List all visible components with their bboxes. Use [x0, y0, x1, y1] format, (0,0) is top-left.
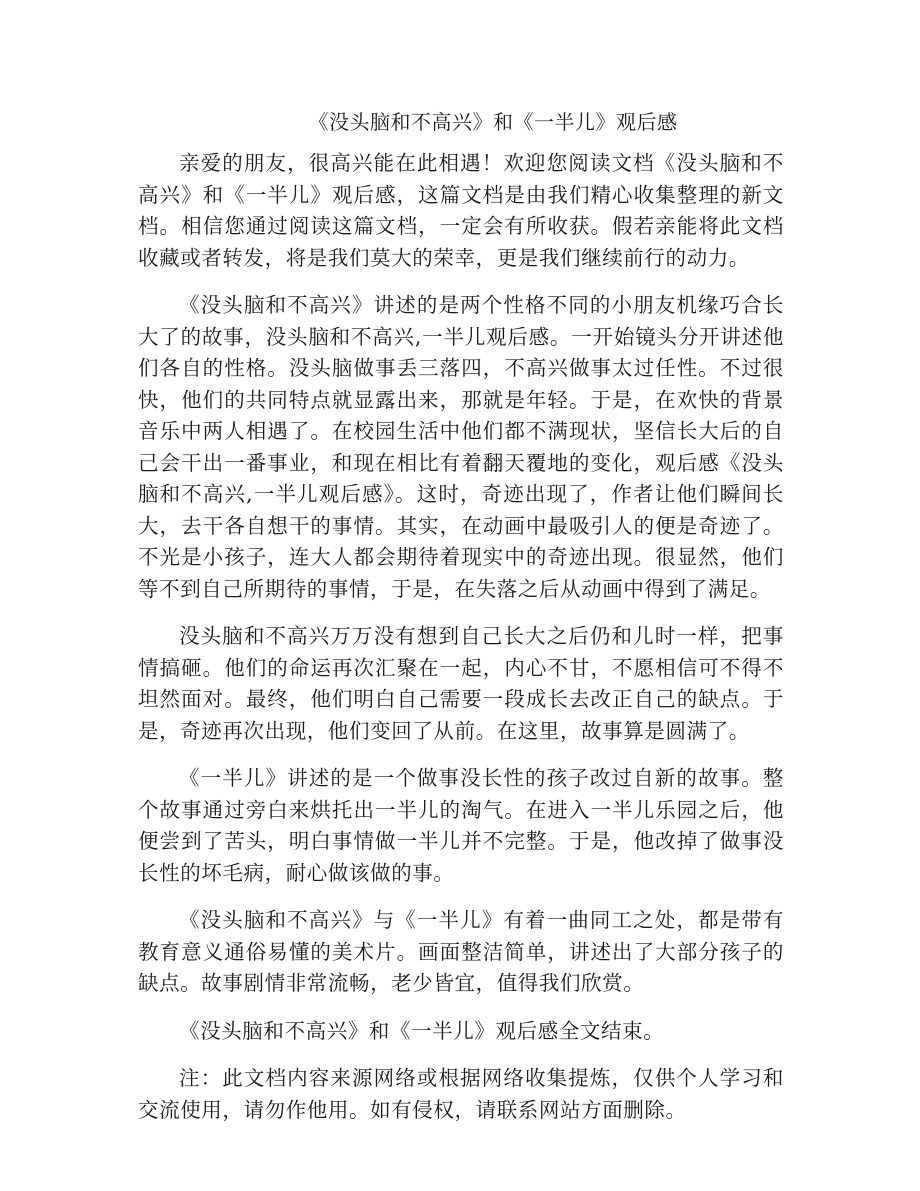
- paragraph-story-1: 《没头脑和不高兴》讲述的是两个性格不同的小朋友机缘巧合长大了的故事，没头脑和不高兴,一半儿观后感。一开始镜头分开讲述他们各自的性格。没头脑做事丢三落四，不高兴做事太过任性。不过很快，他们的共同特点就显露出来，那就是年轻。于是，在欢快的背景音乐中两人相遇了。在校园生活中他们都不满现状，坚信长大后的自己会干出一番事业，和现在相比有着翻天覆地的变化，观后感《没头脑和不高兴,一半儿观后感》。这时，奇迹出现了，作者让他们瞬间长大，去干各自想干的事情。其实，在动画中最吸引人的便是奇迹了。不光是小孩子，连大人都会期待着现实中的奇迹出现。很显然，他们等不到自己所期待的事情，于是，在失落之后从动画中得到了满足。: [138, 293, 784, 601]
- paragraph-intro: 亲爱的朋友，很高兴能在此相遇！欢迎您阅读文档《没头脑和不高兴》和《一半儿》观后感，这篇文档是由我们精心收集整理的新文档。相信您通过阅读这篇文档，一定会有所收获。假若亲能将此文档收藏或者转发，将是我们莫大的荣幸，更是我们继续前行的动力。: [138, 151, 784, 270]
- paragraph-story-2: 没头脑和不高兴万万没有想到自己长大之后仍和儿时一样，把事情搞砸。他们的命运再次汇聚在一起，内心不甘，不愿相信可不得不坦然面对。最终，他们明白自己需要一段成长去改正自己的缺点。于是，奇迹再次出现，他们变回了从前。在这里，故事算是圆满了。: [138, 624, 784, 743]
- paragraph-yibaner: 《一半儿》讲述的是一个做事没长性的孩子改过自新的故事。整个故事通过旁白来烘托出一半儿的淘气。在进入一半儿乐园之后，他便尝到了苦头，明白事情做一半儿并不完整。于是，他改掉了做事没长性的坏毛病，耐心做该做的事。: [138, 766, 784, 885]
- paragraph-ending: 《没头脑和不高兴》和《一半儿》观后感全文结束。: [179, 1018, 665, 1043]
- paragraph-note: 注：此文档内容来源网络或根据网络收集提炼，仅供个人学习和交流使用，请勿作他用。如有侵权，请联系网站方面删除。: [138, 1066, 784, 1122]
- paragraph-comparison: 《没头脑和不高兴》与《一半儿》有着一曲同工之处，都是带有教育意义通俗易懂的美术片。画面整洁简单，讲述出了大部分孩子的缺点。故事剧情非常流畅，老少皆宜，值得我们欣赏。: [138, 908, 784, 995]
- document-body: [138, 148, 784, 1142]
- document-title: 《没头脑和不高兴》和《一半儿》观后感: [308, 110, 678, 134]
